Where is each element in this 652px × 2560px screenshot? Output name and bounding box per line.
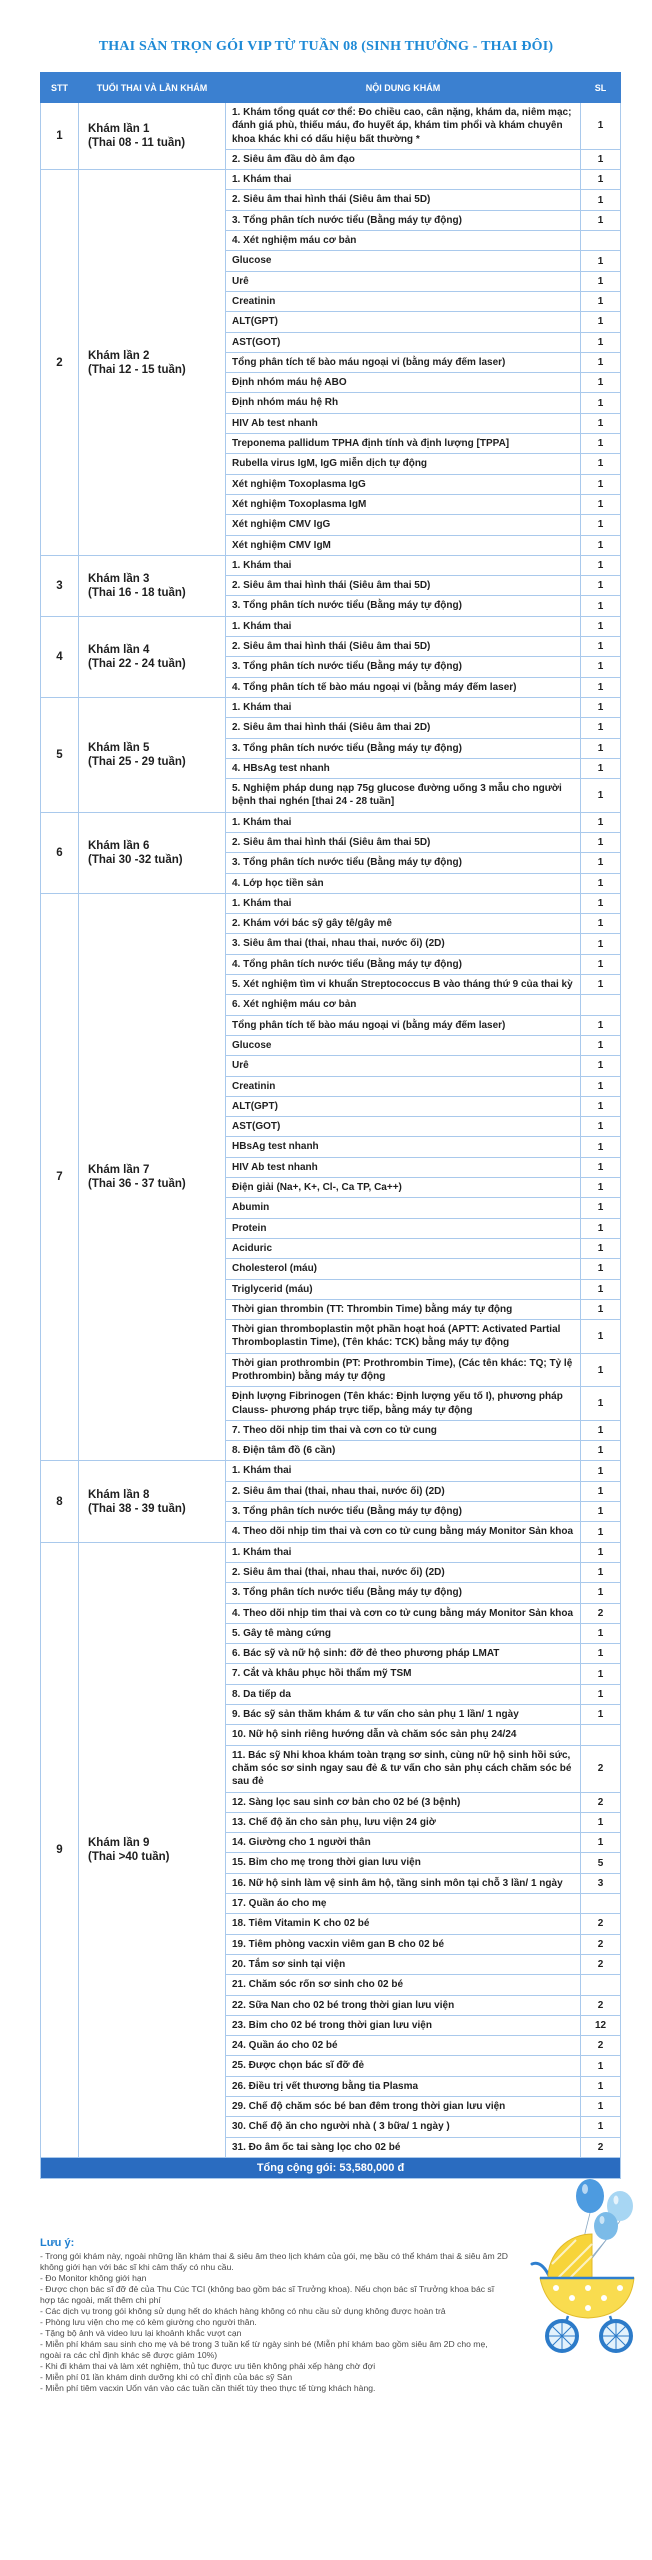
visit-cell: [79, 170, 226, 556]
service-item: Định lượng Fibrinogen (Tên khác: Định lượng yếu tố I), phương pháp Clauss- phương pháp trực tiếp, bằng máy tự động: [226, 1387, 581, 1421]
service-item: 26. Điều trị vết thương bằng tia Plasma: [226, 2076, 581, 2096]
service-quantity: 1: [581, 718, 621, 738]
service-item: Xét nghiệm CMV IgM: [226, 535, 581, 555]
service-quantity: 1: [581, 1117, 621, 1137]
service-quantity: 1: [581, 1279, 621, 1299]
baby-stroller-with-balloons-icon: [520, 2174, 645, 2359]
service-quantity: 1: [581, 779, 621, 813]
service-item: Glucose: [226, 1035, 581, 1055]
service-quantity: 1: [581, 1198, 621, 1218]
service-item: Tổng phân tích tế bào máu ngoại vi (bằng máy đếm laser): [226, 1015, 581, 1035]
service-item: Rubella virus IgM, IgG miễn dịch tự động: [226, 454, 581, 474]
service-quantity: 1: [581, 893, 621, 913]
visit-label: Khám lần 1: [88, 123, 150, 136]
service-quantity: 5: [581, 1853, 621, 1873]
service-quantity: [581, 231, 621, 251]
service-quantity: 1: [581, 210, 621, 230]
service-quantity: 1: [581, 2096, 621, 2116]
service-quantity: 1: [581, 697, 621, 717]
header-stt: STT: [41, 73, 79, 103]
service-quantity: [581, 1725, 621, 1745]
service-quantity: 1: [581, 758, 621, 778]
service-quantity: 1: [581, 291, 621, 311]
notes-list: [40, 2251, 508, 2394]
service-quantity: 1: [581, 2056, 621, 2076]
service-quantity: 2: [581, 1745, 621, 1792]
service-item: 1. Khám thai: [226, 1542, 581, 1562]
service-item: 9. Bác sỹ sản thăm khám & tư vấn cho sản phụ 1 lần/ 1 ngày: [226, 1705, 581, 1725]
note-item: - Phòng lưu viện cho mẹ có kèm giường cho người thân.: [40, 2316, 257, 2327]
service-item: 2. Siêu âm đầu dò âm đạo: [226, 149, 581, 169]
visit-number: 8: [41, 1461, 79, 1542]
service-quantity: 1: [581, 832, 621, 852]
visit-cell: [79, 893, 226, 1461]
stroller-wheel-icon: [547, 2321, 631, 2351]
service-item: Xét nghiệm Toxoplasma IgG: [226, 474, 581, 494]
service-quantity: 1: [581, 1562, 621, 1582]
service-quantity: [581, 1975, 621, 1995]
visit-cell: [79, 812, 226, 893]
visit-cell: [79, 1542, 226, 2157]
service-item: HIV Ab test nhanh: [226, 413, 581, 433]
stroller-body: [540, 2278, 634, 2318]
service-quantity: 1: [581, 1387, 621, 1421]
service-quantity: 1: [581, 914, 621, 934]
service-quantity: 1: [581, 637, 621, 657]
total-label: Tổng cộng gói:: [256, 2161, 337, 2174]
service-quantity: 1: [581, 1299, 621, 1319]
service-item: 13. Chế độ ăn cho sản phụ, lưu viện 24 giờ: [226, 1812, 581, 1832]
header-content: NỘI DUNG KHÁM: [226, 73, 581, 103]
table-row: [41, 1461, 621, 1481]
service-quantity: 1: [581, 2076, 621, 2096]
service-quantity: 1: [581, 975, 621, 995]
service-item: 25. Được chọn bác sĩ đỡ đẻ: [226, 2056, 581, 2076]
service-item: 3. Tổng phân tích nước tiểu (Bằng máy tự động): [226, 657, 581, 677]
service-quantity: 1: [581, 555, 621, 575]
service-item: 24. Quần áo cho 02 bé: [226, 2036, 581, 2056]
note-item: - Đo Monitor không giới hạn: [40, 2272, 147, 2283]
service-item: 3. Tổng phân tích nước tiểu (Bằng máy tự động): [226, 1502, 581, 1522]
service-item: 21. Chăm sóc rốn sơ sinh cho 02 bé: [226, 1975, 581, 1995]
visit-number: 2: [41, 170, 79, 556]
service-item: Glucose: [226, 251, 581, 271]
service-quantity: 12: [581, 2015, 621, 2035]
service-item: 11. Bác sỹ Nhi khoa khám toàn trạng sơ sinh, cùng nữ hộ sinh hồi sức, chăm sóc sơ sinh ngay sau đẻ & tư vấn cho sản phụ cách chăm sóc bé sau đẻ: [226, 1745, 581, 1792]
service-quantity: 1: [581, 271, 621, 291]
service-quantity: 2: [581, 2137, 621, 2157]
service-item: ALT(GPT): [226, 1096, 581, 1116]
service-item: 4. Theo dõi nhịp tim thai và cơn co tử cung bằng máy Monitor Sản khoa: [226, 1522, 581, 1542]
package-table: [40, 72, 621, 2179]
service-quantity: 1: [581, 332, 621, 352]
service-item: Xét nghiệm Toxoplasma IgM: [226, 494, 581, 514]
note-item: - Miễn phí 01 lần khám dinh dưỡng khi có chỉ định của bác sỹ Sản: [40, 2371, 293, 2382]
service-item: 1. Khám thai: [226, 697, 581, 717]
visit-number: 6: [41, 812, 79, 893]
service-quantity: 1: [581, 1320, 621, 1354]
service-quantity: 2: [581, 1603, 621, 1623]
service-quantity: 1: [581, 1178, 621, 1198]
service-quantity: 1: [581, 103, 621, 150]
gestational-age: (Thai 16 - 18 tuần): [88, 586, 186, 599]
table-header-row: [41, 73, 621, 103]
visit-label: Khám lần 5: [88, 741, 150, 754]
service-item: 29. Chế độ chăm sóc bé ban đêm trong thời gian lưu viện: [226, 2096, 581, 2116]
service-item: HBsAg test nhanh: [226, 1137, 581, 1157]
service-item: 16. Nữ hộ sinh làm vệ sinh âm hộ, tầng sinh môn tại chỗ 3 lần/ 1 ngày: [226, 1873, 581, 1893]
visit-label: Khám lần 4: [88, 643, 150, 656]
service-item: Urê: [226, 271, 581, 291]
service-quantity: 2: [581, 1792, 621, 1812]
service-quantity: 1: [581, 853, 621, 873]
service-quantity: 1: [581, 1076, 621, 1096]
service-item: 1. Khám thai: [226, 1461, 581, 1481]
service-item: 14. Giường cho 1 người thân: [226, 1833, 581, 1853]
service-quantity: 2: [581, 1934, 621, 1954]
table-row: [41, 893, 621, 913]
service-item: 8. Điện tâm đồ (6 cần): [226, 1441, 581, 1461]
gestational-age: (Thai 22 - 24 tuần): [88, 657, 186, 670]
service-item: 4. HBsAg test nhanh: [226, 758, 581, 778]
service-quantity: 1: [581, 1157, 621, 1177]
gestational-age: (Thai 08 - 11 tuần): [88, 137, 186, 150]
service-item: ALT(GPT): [226, 312, 581, 332]
service-item: 10. Nữ hộ sinh riêng hướng dẫn và chăm sóc sản phụ 24/24: [226, 1725, 581, 1745]
service-item: 2. Siêu âm thai hình thái (Siêu âm thai 5D): [226, 190, 581, 210]
table-row: [41, 1542, 621, 1562]
service-item: 1. Khám thai: [226, 616, 581, 636]
service-item: Cholesterol (máu): [226, 1259, 581, 1279]
service-quantity: 1: [581, 1812, 621, 1832]
service-item: 12. Sàng lọc sau sinh cơ bản cho 02 bé (3 bệnh): [226, 1792, 581, 1812]
service-item: 6. Xét nghiệm máu cơ bản: [226, 995, 581, 1015]
service-item: 8. Da tiếp da: [226, 1684, 581, 1704]
visit-label: Khám lần 9: [88, 1836, 150, 1849]
service-item: 4. Tổng phân tích tế bào máu ngoại vi (bằng máy đếm laser): [226, 677, 581, 697]
service-quantity: 1: [581, 413, 621, 433]
service-item: Thời gian thrombin (TT: Thrombin Time) bằng máy tự động: [226, 1299, 581, 1319]
service-item: Điện giải (Na+, K+, Cl-, Ca TP, Ca++): [226, 1178, 581, 1198]
service-item: 3. Tổng phân tích nước tiểu (Bằng máy tự động): [226, 1583, 581, 1603]
service-item: 1. Khám tổng quát cơ thể: Đo chiều cao, cân nặng, khám da, niêm mạc; đánh giá phù, thiếu máu, đo huyết áp, khám tim phổi và khám chuyên khoa khác khi có dấu hiệu bất thường *: [226, 103, 581, 150]
note-item: - Được chọn bác sĩ đỡ đẻ của Thu Cúc TCI (không bao gồm bác sĩ Trưởng khoa). Nếu chọn bác sĩ Trưởng khoa bác sĩ hợp tác ngoài, mất thêm chi phí: [40, 2283, 495, 2305]
gestational-age: (Thai 12 - 15 tuần): [88, 363, 186, 376]
service-quantity: 1: [581, 1461, 621, 1481]
note-item: - Các dịch vụ trong gói không sử dụng hết do khách hàng không có nhu cầu sử dụng không được hoàn trả: [40, 2305, 446, 2316]
service-item: Urê: [226, 1056, 581, 1076]
visit-cell: [79, 616, 226, 697]
service-quantity: [581, 995, 621, 1015]
service-quantity: 1: [581, 1218, 621, 1238]
service-quantity: 1: [581, 373, 621, 393]
header-visit: TUỔI THAI VÀ LẦN KHÁM: [79, 73, 226, 103]
service-item: 19. Tiêm phòng vacxin viêm gan B cho 02 bé: [226, 1934, 581, 1954]
service-quantity: 1: [581, 494, 621, 514]
visit-cell: [79, 103, 226, 170]
service-quantity: 1: [581, 1441, 621, 1461]
service-quantity: 1: [581, 1583, 621, 1603]
service-quantity: 1: [581, 149, 621, 169]
service-quantity: 1: [581, 576, 621, 596]
service-quantity: 1: [581, 1644, 621, 1664]
service-quantity: 1: [581, 515, 621, 535]
service-quantity: 1: [581, 1353, 621, 1387]
service-item: 1. Khám thai: [226, 893, 581, 913]
note-item: - Miễn phí tiêm vacxin Uốn ván vào các tuần cần thiết tùy theo thực tế từng khách hàng.: [40, 2382, 376, 2393]
visit-label: Khám lần 7: [88, 1164, 150, 1177]
service-item: 15. Bỉm cho mẹ trong thời gian lưu viện: [226, 1853, 581, 1873]
service-quantity: 2: [581, 1914, 621, 1934]
service-quantity: 1: [581, 934, 621, 954]
visit-label: Khám lần 6: [88, 839, 150, 852]
service-item: 31. Đo âm ốc tai sàng lọc cho 02 bé: [226, 2137, 581, 2157]
service-item: 2. Siêu âm thai hình thái (Siêu âm thai 5D): [226, 576, 581, 596]
service-item: 2. Siêu âm thai hình thái (Siêu âm thai 2D): [226, 718, 581, 738]
service-item: 2. Siêu âm thai (thai, nhau thai, nước ối) (2D): [226, 1562, 581, 1582]
service-quantity: 2: [581, 1954, 621, 1974]
service-item: 7. Cắt và khâu phục hồi thẩm mỹ TSM: [226, 1664, 581, 1684]
service-item: Triglycerid (máu): [226, 1279, 581, 1299]
gestational-age: (Thai 38 - 39 tuần): [88, 1502, 186, 1515]
service-item: Protein: [226, 1218, 581, 1238]
service-item: 4. Xét nghiệm máu cơ bản: [226, 231, 581, 251]
visit-cell: [79, 1461, 226, 1542]
service-quantity: 1: [581, 170, 621, 190]
visit-number: 9: [41, 1542, 79, 2157]
stroller-handle: [532, 2263, 550, 2278]
header-qty: SL: [581, 73, 621, 103]
service-quantity: 1: [581, 1238, 621, 1258]
service-quantity: 1: [581, 1833, 621, 1853]
service-item: Thời gian thromboplastin một phần hoạt hoá (APTT: Activated Partial Thromboplastin Time), (Tên khác: TCK) bằng máy tự động: [226, 1320, 581, 1354]
service-quantity: 1: [581, 616, 621, 636]
service-quantity: 1: [581, 474, 621, 494]
service-quantity: 1: [581, 352, 621, 372]
service-quantity: 1: [581, 1542, 621, 1562]
service-item: 5. Gây tê màng cứng: [226, 1623, 581, 1643]
service-item: Định nhóm máu hệ ABO: [226, 373, 581, 393]
service-item: 4. Tổng phân tích nước tiểu (Bằng máy tự động): [226, 954, 581, 974]
gestational-age: (Thai 30 -32 tuần): [88, 853, 183, 866]
service-item: Thời gian prothrombin (PT: Prothrombin Time), (Các tên khác: TQ; Tỷ lệ Prothrombin) bằng máy tự động: [226, 1353, 581, 1387]
service-quantity: 1: [581, 190, 621, 210]
service-item: 22. Sữa Nan cho 02 bé trong thời gian lưu viện: [226, 1995, 581, 2015]
table-row: [41, 103, 621, 150]
service-quantity: 1: [581, 1259, 621, 1279]
service-quantity: 1: [581, 251, 621, 271]
service-item: 18. Tiêm Vitamin K cho 02 bé: [226, 1914, 581, 1934]
visit-cell: [79, 697, 226, 812]
service-quantity: 1: [581, 2117, 621, 2137]
service-quantity: 1: [581, 454, 621, 474]
service-quantity: 3: [581, 1873, 621, 1893]
service-item: 5. Xét nghiệm tìm vi khuẩn Streptococcus B vào tháng thứ 9 của thai kỳ: [226, 975, 581, 995]
service-item: 3. Tổng phân tích nước tiểu (Bằng máy tự động): [226, 738, 581, 758]
service-quantity: 1: [581, 812, 621, 832]
service-item: 4. Theo dõi nhịp tim thai và cơn co tử cung bằng máy Monitor Sản khoa: [226, 1603, 581, 1623]
service-item: Creatinin: [226, 1076, 581, 1096]
service-item: 2. Khám với bác sỹ gây tê/gây mê: [226, 914, 581, 934]
table-header: [41, 73, 621, 103]
service-quantity: 1: [581, 535, 621, 555]
service-item: 1. Khám thai: [226, 555, 581, 575]
service-quantity: 1: [581, 1502, 621, 1522]
note-item: - Tặng bộ ảnh và video lưu lại khoảnh khắc vượt cạn: [40, 2327, 242, 2338]
service-item: 5. Nghiệm pháp dung nạp 75g glucose đường uống 3 mẫu cho người bệnh thai nghén [thai 24 - 28 tuần]: [226, 779, 581, 813]
service-quantity: 1: [581, 677, 621, 697]
table-row: [41, 812, 621, 832]
table-body: [41, 103, 621, 2158]
service-item: 7. Theo dõi nhịp tim thai và cơn co tử cung: [226, 1420, 581, 1440]
service-item: 3. Tổng phân tích nước tiểu (Bằng máy tự động): [226, 210, 581, 230]
service-quantity: [581, 1894, 621, 1914]
service-item: Aciduric: [226, 1238, 581, 1258]
gestational-age: (Thai >40 tuần): [88, 1850, 170, 1863]
visit-number: 5: [41, 697, 79, 812]
service-item: 17. Quần áo cho mẹ: [226, 1894, 581, 1914]
service-quantity: 1: [581, 1684, 621, 1704]
service-item: 23. Bỉm cho 02 bé trong thời gian lưu viện: [226, 2015, 581, 2035]
service-quantity: 1: [581, 1522, 621, 1542]
service-item: 4. Lớp học tiền sản: [226, 873, 581, 893]
service-item: 30. Chế độ ăn cho người nhà ( 3 bữa/ 1 ngày ): [226, 2117, 581, 2137]
service-quantity: 1: [581, 1705, 621, 1725]
table-row: [41, 697, 621, 717]
service-quantity: 1: [581, 1035, 621, 1055]
balloon-icon: [576, 2179, 633, 2240]
service-item: Creatinin: [226, 291, 581, 311]
visit-number: 3: [41, 555, 79, 616]
visit-label: Khám lần 3: [88, 572, 150, 585]
service-quantity: 1: [581, 1420, 621, 1440]
service-item: Tổng phân tích tế bào máu ngoại vi (bằng máy đếm laser): [226, 352, 581, 372]
service-quantity: 1: [581, 1623, 621, 1643]
service-quantity: 1: [581, 312, 621, 332]
service-quantity: 1: [581, 873, 621, 893]
service-quantity: 1: [581, 954, 621, 974]
page-title: THAI SẢN TRỌN GÓI VIP TỪ TUẦN 08 (SINH THƯỜNG - THAI ĐÔI): [98, 39, 554, 54]
service-item: 3. Tổng phân tích nước tiểu (Bằng máy tự động): [226, 853, 581, 873]
service-item: 3. Siêu âm thai (thai, nhau thai, nước ối) (2D): [226, 934, 581, 954]
visit-label: Khám lần 8: [88, 1488, 150, 1501]
service-quantity: 1: [581, 434, 621, 454]
service-item: 2. Siêu âm thai hình thái (Siêu âm thai 5D): [226, 832, 581, 852]
service-item: AST(GOT): [226, 1117, 581, 1137]
note-item: - Miễn phí khám sau sinh cho mẹ và bé trong 3 tuần kể từ ngày sinh bé (Miễn phí khám bao gồm siêu âm 2D cho mẹ, ngoài ra các chỉ định khác sẽ được giảm 10%): [40, 2338, 488, 2360]
visit-cell: [79, 555, 226, 616]
service-item: 20. Tắm sơ sinh tại viện: [226, 1954, 581, 1974]
service-quantity: 1: [581, 1481, 621, 1501]
service-item: 2. Siêu âm thai (thai, nhau thai, nước ối) (2D): [226, 1481, 581, 1501]
service-item: 2. Siêu âm thai hình thái (Siêu âm thai 5D): [226, 637, 581, 657]
visit-number: 7: [41, 893, 79, 1461]
visit-number: 1: [41, 103, 79, 170]
total-value: 53,580,000 đ: [339, 2161, 405, 2174]
table-row: [41, 170, 621, 190]
visit-label: Khám lần 2: [88, 349, 150, 362]
service-item: 3. Tổng phân tích nước tiểu (Bằng máy tự động): [226, 596, 581, 616]
notes-title: Lưu ý:: [40, 2236, 75, 2249]
service-quantity: 2: [581, 1995, 621, 2015]
service-quantity: 1: [581, 738, 621, 758]
service-quantity: 1: [581, 393, 621, 413]
service-item: AST(GOT): [226, 332, 581, 352]
service-quantity: 1: [581, 596, 621, 616]
table-row: [41, 616, 621, 636]
service-quantity: 1: [581, 1056, 621, 1076]
service-quantity: 1: [581, 1137, 621, 1157]
service-item: 1. Khám thai: [226, 170, 581, 190]
table-row: [41, 555, 621, 575]
service-item: Định nhóm máu hệ Rh: [226, 393, 581, 413]
stroller-hood: [548, 2234, 592, 2278]
gestational-age: (Thai 25 - 29 tuần): [88, 755, 186, 768]
service-item: Treponema pallidum TPHA định tính và định lượng [TPPA]: [226, 434, 581, 454]
service-quantity: 1: [581, 657, 621, 677]
service-item: Xét nghiệm CMV IgG: [226, 515, 581, 535]
service-quantity: 1: [581, 1096, 621, 1116]
service-quantity: 1: [581, 1015, 621, 1035]
service-item: HIV Ab test nhanh: [226, 1157, 581, 1177]
gestational-age: (Thai 36 - 37 tuần): [88, 1178, 186, 1191]
visit-number: 4: [41, 616, 79, 697]
notes-section: [40, 2236, 508, 2394]
service-quantity: 2: [581, 2036, 621, 2056]
service-quantity: 1: [581, 1664, 621, 1684]
note-item: - Khi đi khám thai và làm xét nghiệm, thủ tục được ưu tiên không phải xếp hàng chờ đợi: [40, 2360, 376, 2371]
service-item: 1. Khám thai: [226, 812, 581, 832]
service-item: 6. Bác sỹ và nữ hộ sinh: đỡ đẻ theo phương pháp LMAT: [226, 1644, 581, 1664]
note-item: - Trong gói khám này, ngoài những lần khám thai & siêu âm theo lịch khám của gói, mẹ bầu có thể khám thai & siêu âm 2D không giới hạn với bác sĩ khi cảm thấy có nhu cầu.: [40, 2250, 508, 2272]
service-item: Abumin: [226, 1198, 581, 1218]
